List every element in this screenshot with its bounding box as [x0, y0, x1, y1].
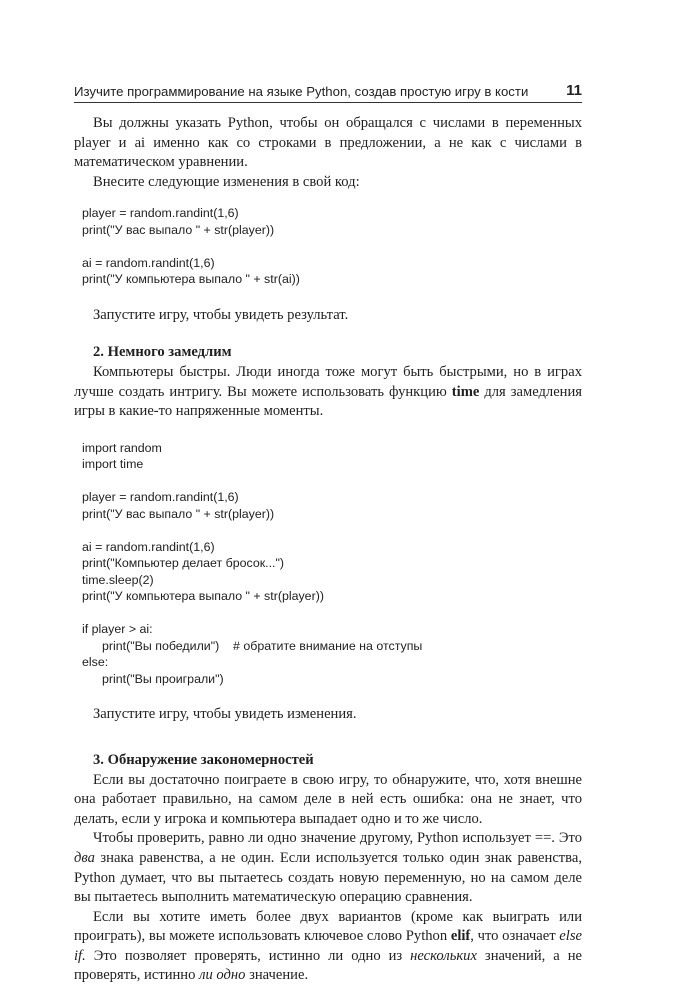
run-instruction-2: Запустите игру, чтобы увидеть изменения. — [93, 706, 357, 723]
code-line: import time — [82, 457, 144, 472]
emphasis-one: ли одно — [199, 967, 246, 984]
text-run: Если вы хотите иметь более двух вариантов (кроме как выиграть или проиграть), вы можете использовать ключевое слово Python — [74, 908, 582, 945]
code-line: print("У компьютера выпало " + str(player)) — [82, 589, 324, 604]
code-line: else: — [82, 655, 109, 670]
code-line: import random — [82, 440, 162, 455]
code-line: player = random.randint(1,6) — [82, 206, 239, 221]
text-run: Чтобы проверить, равно ли одно значение другому, Python использует ==. Это — [93, 830, 582, 847]
text-run: значение. — [245, 967, 309, 984]
instruction-paragraph: Внесите следующие изменения в свой код: — [93, 173, 360, 190]
code-line: print("У вас выпало " + str(player)) — [82, 506, 275, 521]
code-line: print("Вы проиграли") — [102, 671, 224, 686]
section2-paragraph — [74, 363, 582, 422]
code-line: player = random.randint(1,6) — [82, 490, 239, 505]
page-number: 11 — [566, 82, 582, 99]
run-instruction-1: Запустите игру, чтобы увидеть результат. — [93, 306, 349, 323]
code-line: print("Вы победили") # обратите внимание на отступы — [102, 638, 423, 653]
section3-paragraph-1: Если вы достаточно поиграете в свою игру, то обнаружите, что, хотя внешне она работает правильно, на самом деле в ней есть ошибка: она не знает, что делать, если у игрока и компьютера выпадает одно и то же число. — [74, 771, 582, 827]
code-line: print("Компьютер делает бросок...") — [82, 556, 285, 571]
code-block-2 — [74, 440, 582, 688]
text-run: значений, а не проверять, истинно — [74, 947, 583, 984]
page-body — [74, 114, 582, 986]
emphasis-several: нескольких — [410, 947, 477, 964]
code-block-1 — [74, 205, 582, 288]
code-line: print("У вас выпало " + str(player)) — [82, 222, 275, 237]
emphasis-else-if: else if. — [74, 928, 582, 964]
text-run: знака равенства, а не один. Если используется только один знак равенства, Python думает, что вы пытаетесь создать новую переменную, но на самом деле вы пытаетесь выполнить математическую операцию сравнения. — [74, 849, 582, 906]
section3-paragraph-3 — [74, 908, 582, 986]
intro-paragraph: Вы должны указать Python, чтобы он обращался с числами в переменных player и ai именно как со строками в предложении, а не как с числами в математическом уравнении. — [74, 115, 582, 171]
code-line: ai = random.randint(1,6) — [82, 539, 215, 554]
section-heading-3: 3. Обнаружение закономерностей — [93, 751, 314, 768]
header-rule — [74, 102, 582, 103]
section2-text-end: для замедления игры в какие-то напряженные моменты. — [74, 383, 583, 420]
emphasis-two: два — [74, 849, 95, 866]
section3-paragraph-2 — [74, 829, 582, 907]
section2-text: Компьютеры быстры. Люди иногда тоже могут быть быстрыми, но в играх лучше создать интригу. Вы можете использовать функцию — [74, 364, 582, 400]
keyword-time: time — [451, 383, 480, 400]
text-run: Это позволяет проверять, истинно ли одно из — [85, 947, 411, 964]
code-line: if player > ai: — [82, 622, 153, 637]
running-title: Изучите программирование на языке Python, создав простую игру в кости — [74, 84, 529, 99]
keyword-elif: elif — [450, 928, 471, 945]
code-line: print("У компьютера выпало " + str(ai)) — [82, 272, 300, 287]
running-header — [74, 82, 582, 102]
section-heading-2: 2. Немного замедлим — [93, 344, 232, 361]
code-line: ai = random.randint(1,6) — [82, 255, 215, 270]
code-line: time.sleep(2) — [82, 572, 154, 587]
text-run: , что означает — [470, 928, 560, 945]
